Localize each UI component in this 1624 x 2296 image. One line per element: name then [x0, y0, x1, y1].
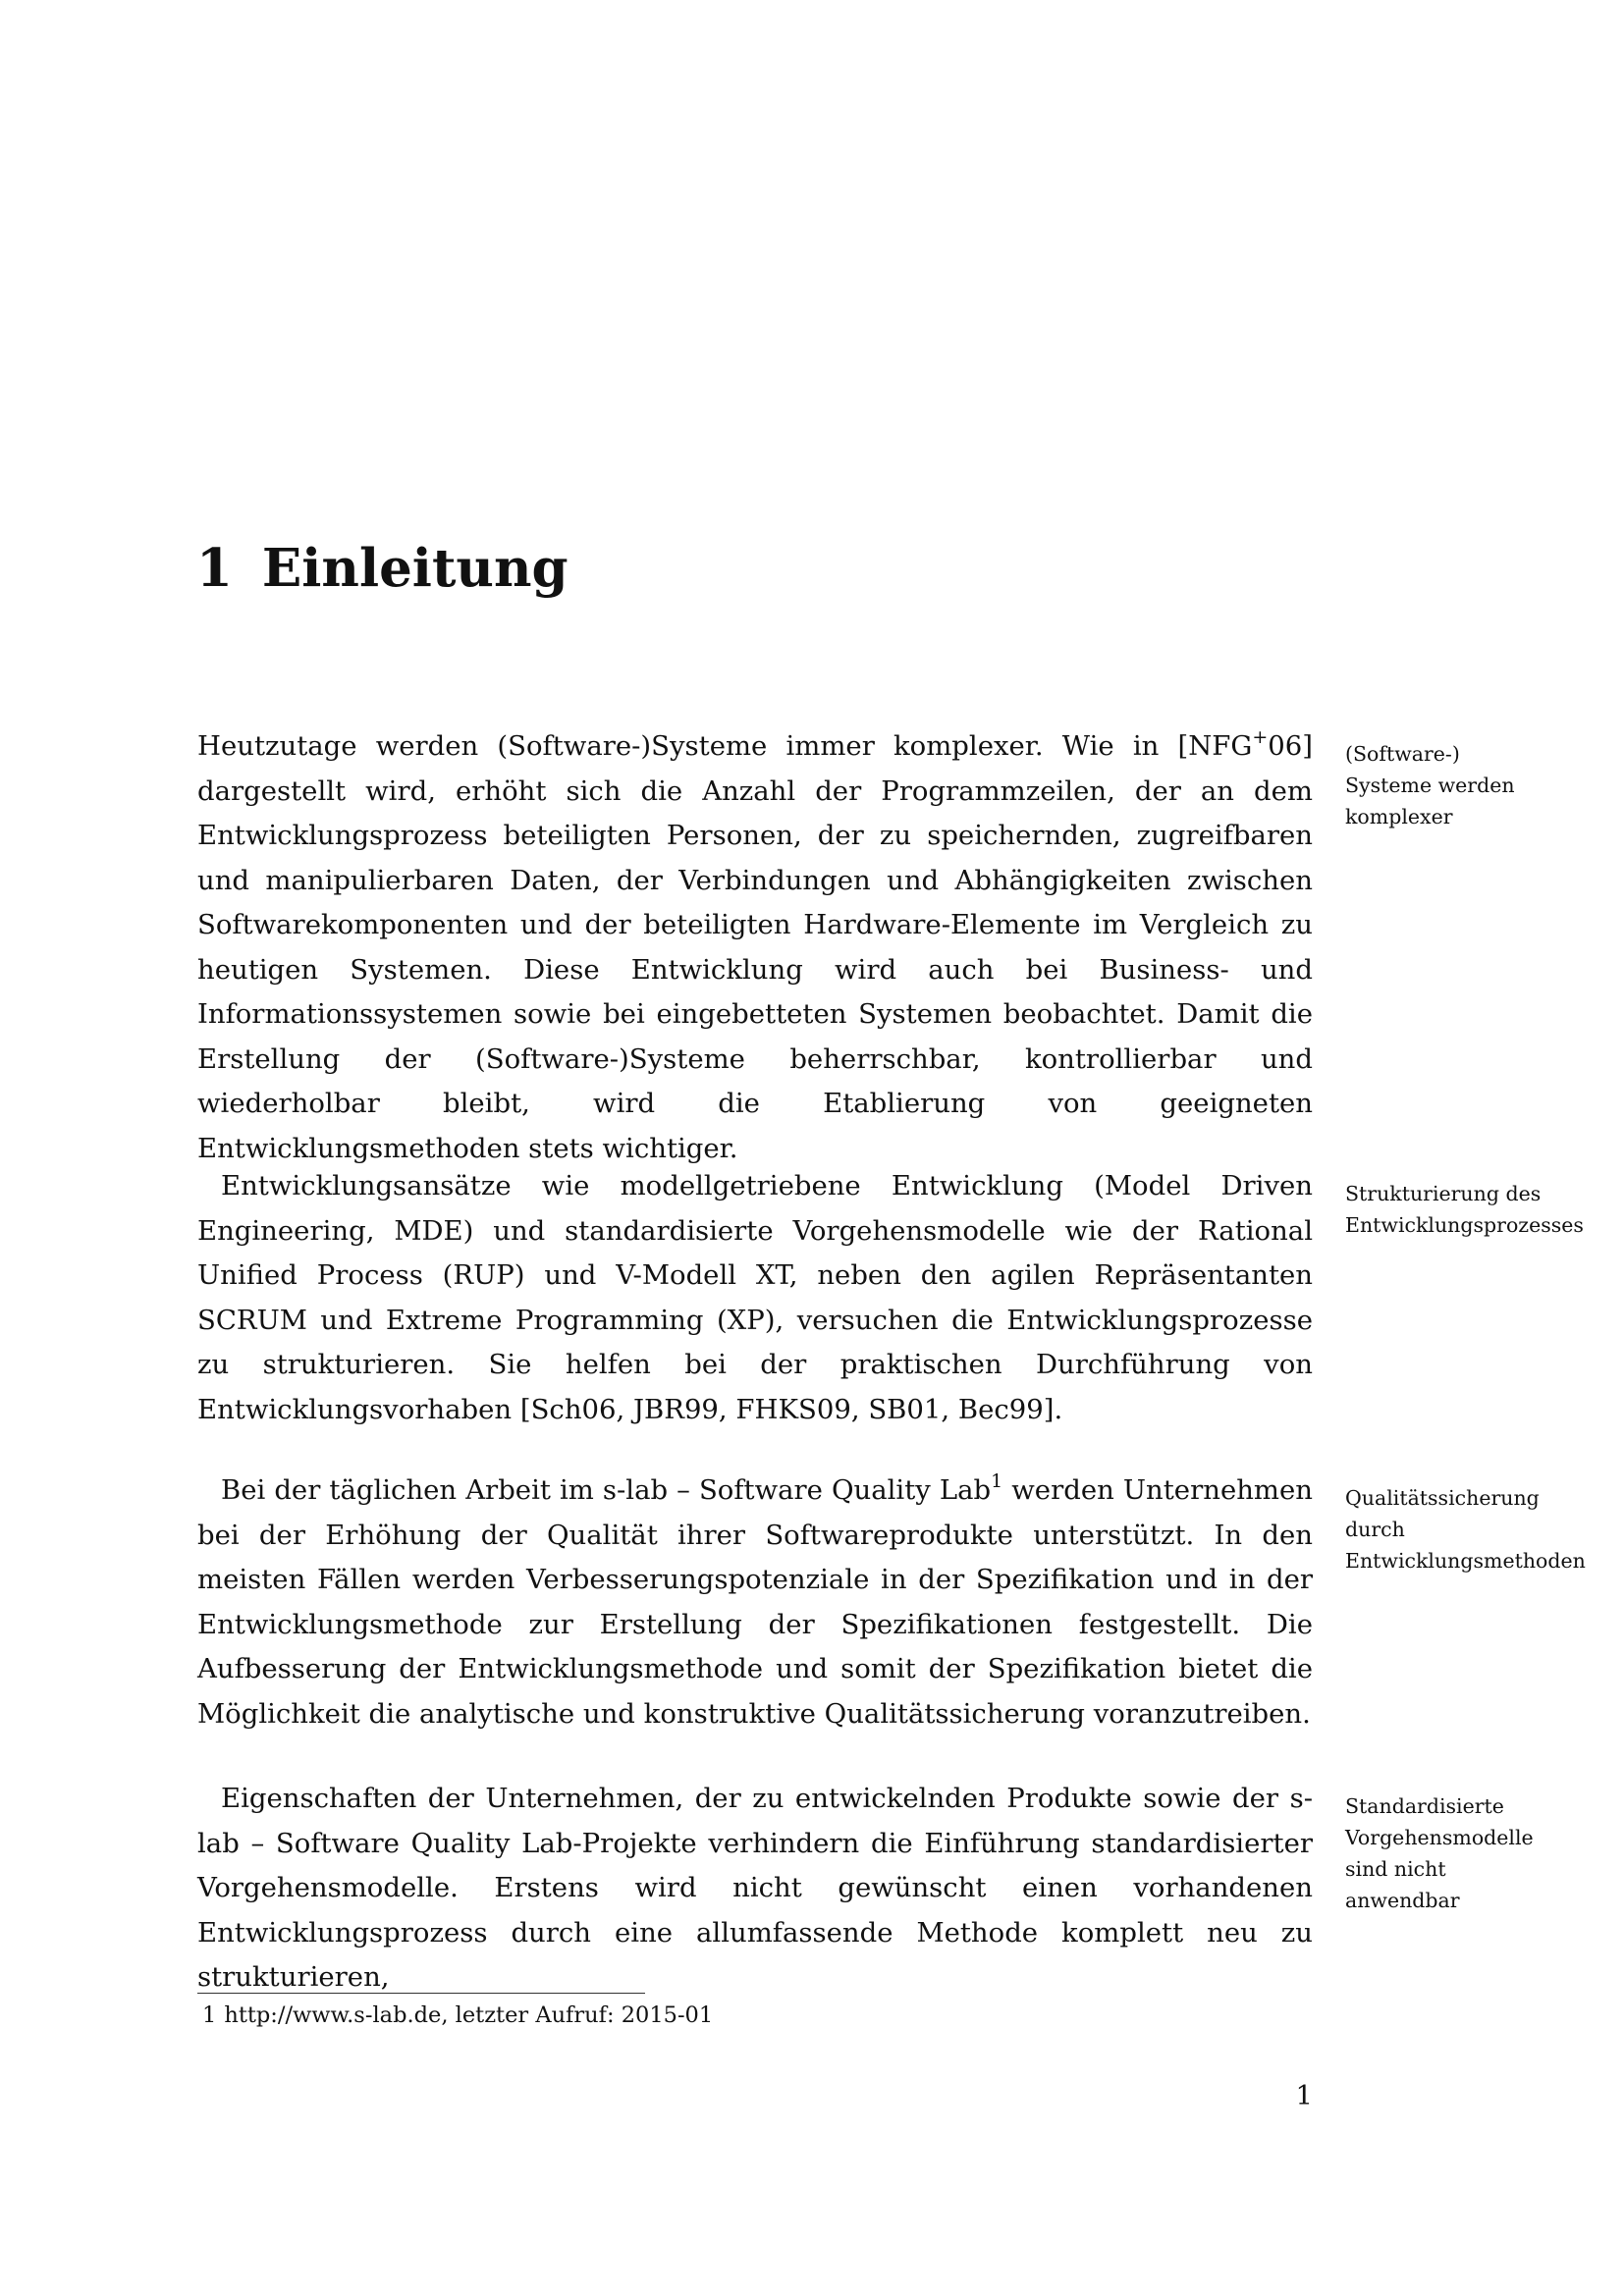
- paragraph-slab: Bei der täglichen Arbeit im s-lab – Software Quality Lab$^1$ werden Unternehmen bei der Erhöhung der Qualität ihrer Softwareprodukte unterstützt. In den meisten Fällen werden Verbesserungspotenziale in der Spezifikation und in der Entwicklungsmethode zur Erstellung der Spezifikationen festgestellt. Die Aufbesserung der Entwicklungsmethode und somit der Spezifikation bietet die Möglichkeit die analytische und konstruktive Qualitätssicherung voranzutreiben.: [197, 1469, 1313, 1730]
- paragraph-properties: Eigenschaften der Unternehmen, der zu entwickelnden Produkte sowie der s-lab – Software Quality Lab-Projekte verhindern die Einführung standardisierter Vorgehensmodelle. Erstens wird nicht gewünscht einen vorhandenen Entwicklungsprozess durch eine allumfassende Methode komplett neu zu strukturieren,: [197, 1783, 1313, 1993]
- margin-note-standard-models: Standardisierte Vorgehensmodelle sind nicht anwendbar: [1345, 1794, 1534, 1912]
- margin-note-quality: Qualitätssicherung durch Entwicklungsmethoden: [1345, 1486, 1586, 1573]
- footnote-divider: [197, 1993, 645, 1994]
- chapter-number: 1: [196, 538, 233, 599]
- footnote-number: 1: [202, 2002, 217, 2028]
- footnote-text: http://www.s-lab.de, letzter Aufruf: 2015-01: [224, 2002, 714, 2028]
- chapter-title: [196, 538, 568, 599]
- footnote: [202, 2001, 713, 2030]
- margin-note-structuring: Strukturierung des Entwicklungsprozesses: [1345, 1182, 1584, 1237]
- page-number: 1: [1295, 2080, 1313, 2111]
- footnote-marker: 1: [991, 1469, 1003, 1492]
- chapter-title-text: Einleitung: [261, 538, 568, 599]
- citation-superscript: +: [1252, 725, 1269, 748]
- paragraph-development-approaches: Entwicklungsansätze wie modellgetriebene Entwicklung (Model Driven Engineering, MDE) und standardisierte Vorgehensmodelle wie der Rational Unified Process (RUP) und V-Modell XT, neben den agilen Repräsentanten SCRUM und Extreme Programming (XP), versuchen die Entwicklungsprozesse zu strukturieren. Sie helfen bei der praktischen Durchführung von Entwicklungsvorhaben [Sch06, JBR99, FHKS09, SB01, Bec99].: [197, 1170, 1313, 1425]
- paragraph-intro: Heutzutage werden (Software-)Systeme immer komplexer. Wie in [NFG+06] dargestellt wird, erhöht sich die Anzahl der Programmzeilen, der an dem Entwicklungsprozess beteiligten Personen, der zu speichernden, zugreifbaren und manipulierbaren Daten, der Verbindungen und Abhängigkeiten zwischen Softwarekomponenten und der beteiligten Hardware-Elemente im Vergleich zu heutigen Systemen. Diese Entwicklung wird auch bei Business- und Informationssystemen sowie bei eingebetteten Systemen beobachtet. Damit die Erstellung der (Software-)Systeme beherrschbar, kontrollierbar und wiederholbar bleibt, wird die Etablierung von geeigneten Entwicklungsmethoden stets wichtiger.: [197, 725, 1313, 1164]
- margin-note-complexity: (Software-) Systeme werden komplexer: [1345, 742, 1515, 828]
